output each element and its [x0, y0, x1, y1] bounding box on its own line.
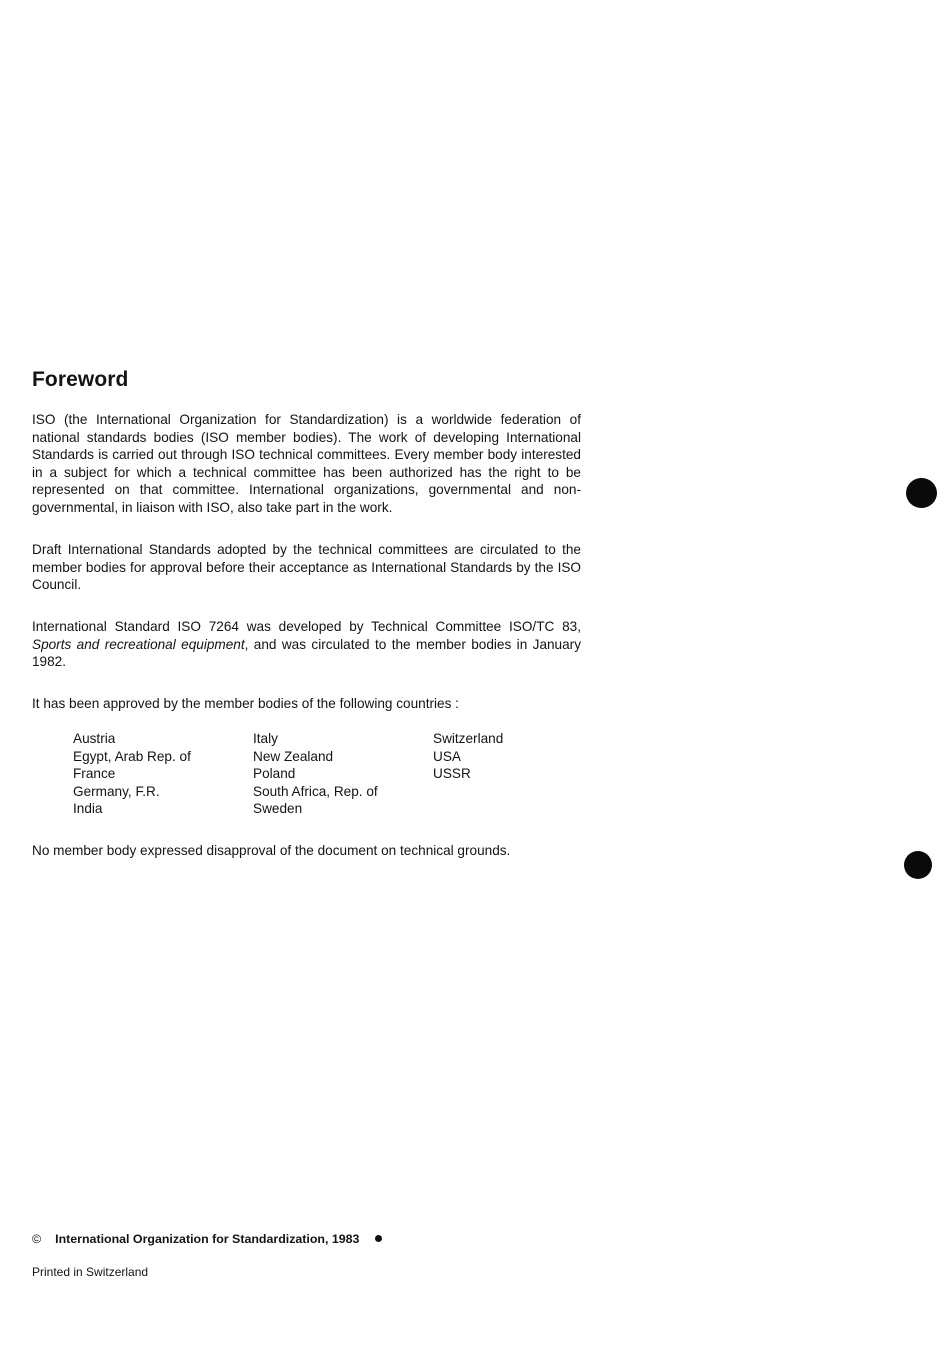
country-item: Austria [73, 731, 116, 746]
country-column-1 [73, 730, 191, 818]
paragraph-no-disapproval: No member body expressed disapproval of the document on technical grounds. [32, 843, 511, 858]
country-item: Sweden [253, 801, 303, 816]
bullet-icon [375, 1235, 382, 1242]
printed-in: Printed in Switzerland [32, 1265, 149, 1279]
copyright-icon: © [32, 1232, 42, 1246]
development-text-a: International Standard ISO 7264 was developed by Technical Committee ISO/TC 83, [32, 619, 581, 634]
country-item: New Zealand [253, 748, 334, 764]
copyright-text: International Organization for Standardization, 1983 [55, 1232, 360, 1246]
country-column-2 [253, 730, 378, 818]
paragraph-iso-intro: ISO (the International Organization for Standardization) is a worldwide federation of national standards bodies (ISO member bodies). The work of developing International Standards is carried out through ISO technical committees. Every member body interested in a subject for which a technical committee has been authorized has the right to be represented on that committee. International organizations, governmental and non-governmental, in liaison with ISO, also take part in the work. [32, 412, 581, 515]
country-item: Italy [253, 731, 278, 746]
country-item: Germany, F.R. [73, 783, 160, 799]
country-item: USSR [433, 766, 471, 781]
page-title: Foreword [32, 368, 129, 391]
country-item: Egypt, Arab Rep. of [73, 748, 191, 764]
development-text-b: , and was circulated to the member bodies in January 1982. [32, 636, 582, 669]
committee-subject: Sports and recreational equipment [32, 636, 245, 652]
country-item: Poland [253, 766, 296, 781]
paragraph-development [32, 618, 581, 671]
country-item: India [73, 801, 103, 816]
country-item: USA [433, 748, 461, 764]
copyright-line [32, 1232, 382, 1246]
paragraph-approval: It has been approved by the member bodies of the following countries : [32, 696, 459, 711]
paragraph-draft-standards: Draft International Standards adopted by the technical committees are circulated to the member bodies for approval before their acceptance as International Standards by the ISO Council. [32, 542, 581, 592]
country-item: Switzerland [433, 731, 504, 746]
country-item: France [73, 766, 116, 781]
punch-hole-mark [904, 851, 932, 879]
country-column-3 [433, 730, 503, 783]
punch-hole-mark [906, 478, 937, 508]
country-item: South Africa, Rep. of [253, 783, 378, 799]
